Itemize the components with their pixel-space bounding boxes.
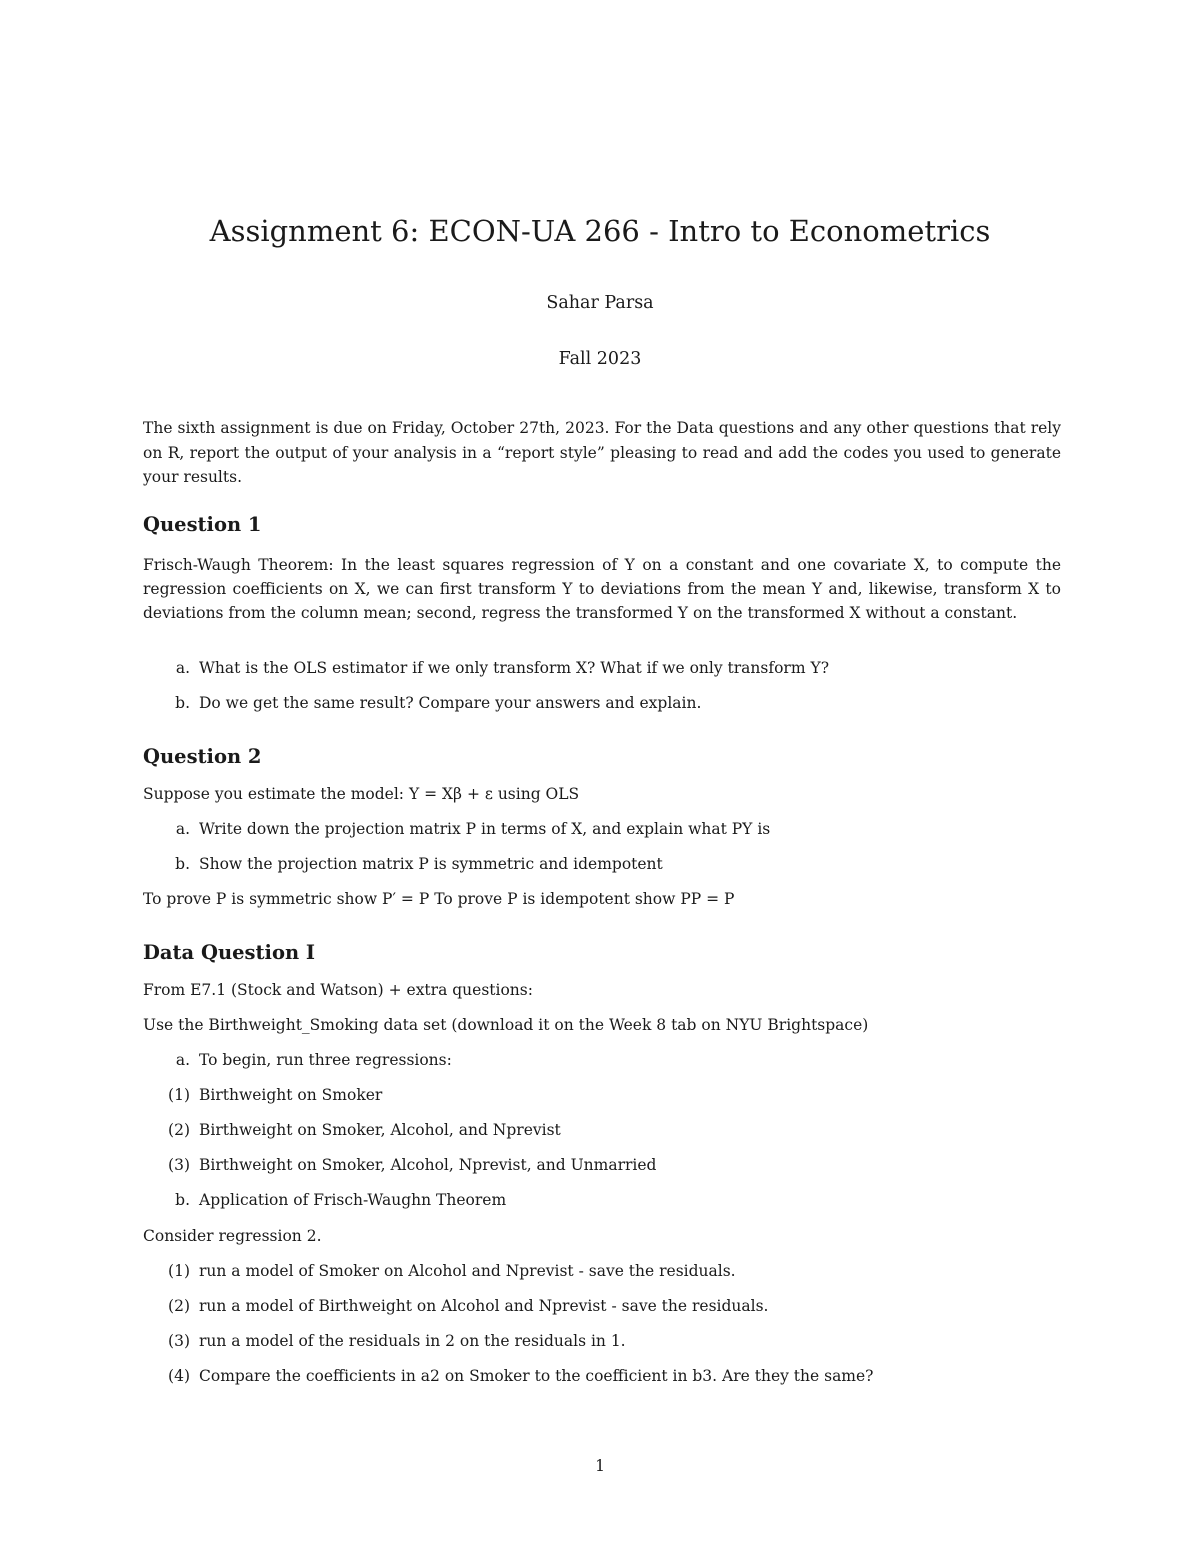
list-item-text: Birthweight on Smoker	[199, 1086, 383, 1104]
list-item-text: run a model of the residuals in 2 on the residuals in 1.	[199, 1332, 626, 1350]
question-2-intro: Suppose you estimate the model: Y = Xβ + ε using OLS	[143, 785, 580, 803]
step-1	[143, 1262, 736, 1280]
list-item-text: Do we get the same result? Compare your answers and explain.	[199, 694, 702, 712]
list-item-text: What is the OLS estimator if we only transform X? What if we only transform Y?	[199, 659, 830, 677]
intro-paragraph: The sixth assignment is due on Friday, October 27th, 2023. For the Data questions and any other questions that rely on R, report the output of your analysis in a “report style” pleasing to read and add the codes you used to generate your results.	[143, 419, 1061, 486]
list-marker: (4)	[168, 1367, 190, 1385]
list-item-text: Show the projection matrix P is symmetric and idempotent	[199, 855, 663, 873]
list-marker: (1)	[168, 1086, 190, 1104]
question-2-item-a	[143, 820, 770, 838]
list-marker: (3)	[168, 1332, 190, 1350]
question-1-body: Frisch-Waugh Theorem: In the least squares regression of Y on a constant and one covariate X, to compute the regression coefficients on X, we can first transform Y to deviations from the mean Y and, likewise, transform X to deviations from the column mean; second, regress the transformed Y on the transformed X without a constant.	[143, 556, 1061, 623]
author-name: Sahar Parsa	[546, 293, 654, 313]
list-marker: (3)	[168, 1156, 190, 1174]
step-4	[143, 1367, 874, 1385]
page-number: 1	[595, 1457, 605, 1475]
regression-2	[143, 1121, 561, 1139]
list-marker: a.	[175, 1051, 190, 1069]
list-item-text: run a model of Smoker on Alcohol and Nprevist - save the residuals.	[199, 1262, 736, 1280]
term-date: Fall 2023	[558, 349, 642, 369]
step-3	[143, 1332, 626, 1350]
list-marker: (2)	[168, 1297, 190, 1315]
list-item-text: Compare the coefficients in a2 on Smoker to the coefficient in b3. Are they the same?	[199, 1367, 874, 1385]
list-item-text: run a model of Birthweight on Alcohol and Nprevist - save the residuals.	[199, 1297, 769, 1315]
question-2-proof-note: To prove P is symmetric show P′ = P To prove P is idempotent show PP = P	[143, 890, 735, 908]
question-2-item-b	[143, 855, 663, 873]
list-marker: b.	[175, 1191, 190, 1209]
document-title: Assignment 6: ECON-UA 266 - Intro to Econometrics	[209, 214, 991, 248]
data-question-heading: Data Question I	[143, 941, 316, 964]
list-item-text: Birthweight on Smoker, Alcohol, and Nprevist	[199, 1121, 561, 1139]
data-question-dataset: Use the Birthweight_Smoking data set (download it on the Week 8 tab on NYU Brightspace)	[143, 1016, 869, 1034]
list-item-text: Application of Frisch-Waughn Theorem	[199, 1191, 507, 1209]
list-marker: b.	[175, 855, 190, 873]
question-1-item-a	[143, 659, 829, 677]
list-item-text: To begin, run three regressions:	[199, 1051, 452, 1069]
regression-1	[143, 1086, 382, 1104]
consider-regression-text: Consider regression 2.	[143, 1227, 322, 1245]
data-question-source: From E7.1 (Stock and Watson) + extra questions:	[143, 981, 533, 999]
regression-3	[143, 1156, 656, 1174]
list-marker: (1)	[168, 1262, 190, 1280]
list-marker: a.	[175, 659, 190, 677]
data-question-part-b	[143, 1191, 506, 1209]
list-item-text: Birthweight on Smoker, Alcohol, Nprevist, and Unmarried	[199, 1156, 657, 1174]
data-question-part-a	[143, 1051, 452, 1069]
step-2	[143, 1297, 768, 1315]
question-2-heading: Question 2	[143, 745, 262, 768]
list-marker: b.	[175, 694, 190, 712]
list-item-text: Write down the projection matrix P in terms of X, and explain what PY is	[199, 820, 771, 838]
list-marker: a.	[175, 820, 190, 838]
list-marker: (2)	[168, 1121, 190, 1139]
question-1-item-b	[143, 694, 701, 712]
question-1-heading: Question 1	[143, 513, 262, 536]
